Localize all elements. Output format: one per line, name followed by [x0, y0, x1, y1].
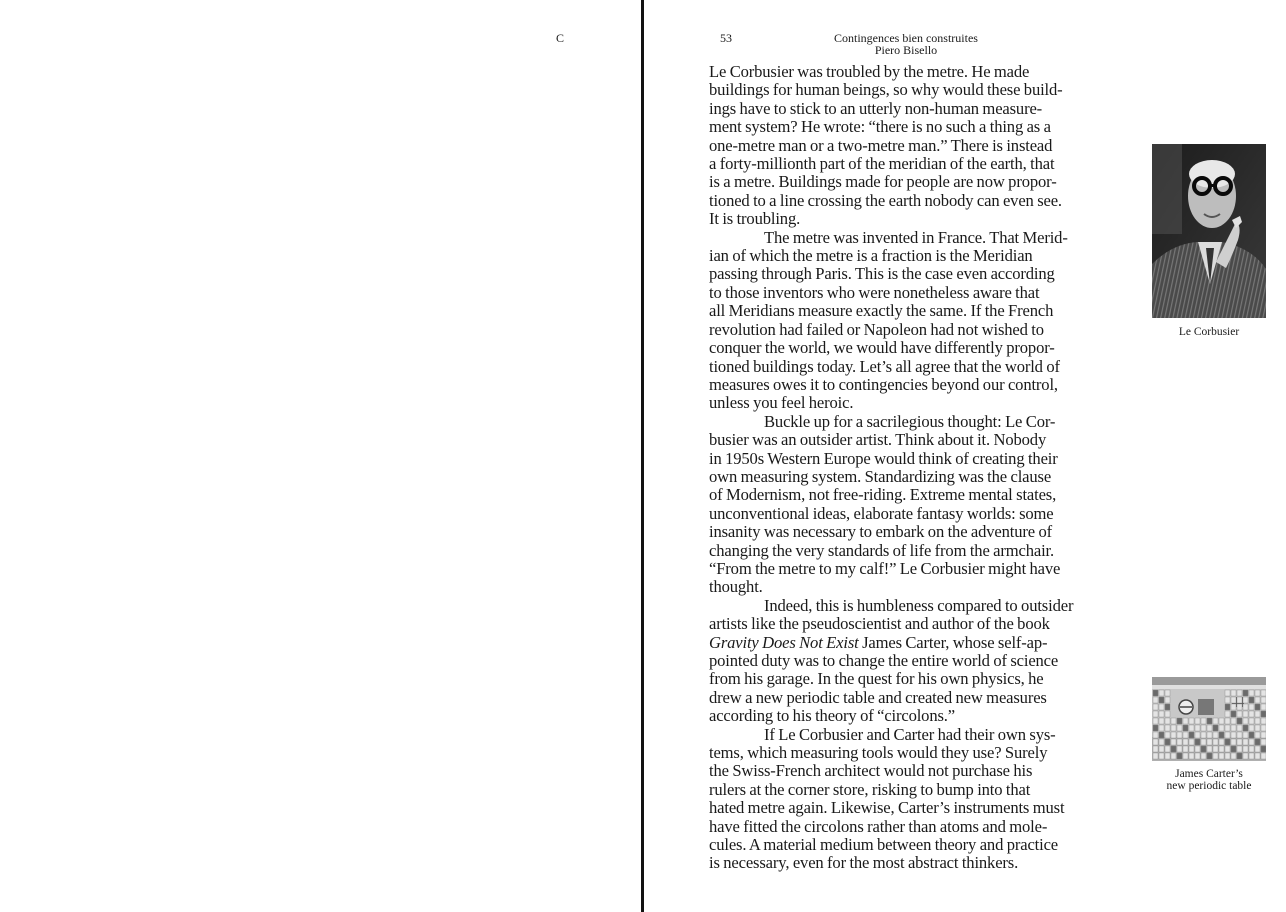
text-line: artists like the pseudoscientist and author of the book [709, 614, 1050, 634]
page-number: 53 [720, 31, 732, 45]
text-line: have fitted the circolons rather than atoms and mole- [709, 816, 1048, 836]
table-cell [1183, 753, 1188, 759]
table-cell [1225, 690, 1230, 696]
text-line: tioned buildings today. Let’s all agree that the world of [709, 356, 1060, 376]
text-line: hated metre again. Likewise, Carter’s instruments must [709, 798, 1065, 818]
table-cell [1201, 746, 1206, 752]
text-line: a forty-millionth part of the meridian of the earth, that [709, 154, 1055, 174]
table-cell [1243, 739, 1248, 745]
table-cell [1153, 718, 1158, 724]
table-cell [1207, 739, 1212, 745]
text-after-title: James Carter, whose self-ap- [858, 632, 1048, 652]
portrait-caption: Le Corbusier [1178, 326, 1240, 338]
article-body [709, 63, 1149, 873]
table-cell [1201, 732, 1206, 738]
table-cell [1213, 739, 1218, 745]
table-cell [1195, 725, 1200, 731]
table-cell [1237, 746, 1242, 752]
table-cell [1207, 718, 1212, 724]
table-cell [1243, 711, 1248, 717]
table-cell [1243, 718, 1248, 724]
paragraph-1 [709, 63, 1149, 229]
text-line: The metre was invented in France. That Merid- [764, 227, 1068, 247]
table-cell [1225, 739, 1230, 745]
text-line: in 1950s Western Europe would think of creating their [709, 448, 1058, 468]
table-cell [1177, 725, 1182, 731]
table-cell [1237, 704, 1242, 710]
table-cell [1201, 753, 1206, 759]
table-cell [1255, 690, 1260, 696]
table-cell [1243, 725, 1248, 731]
table-cell [1219, 718, 1224, 724]
caption-line-1: James Carter’s [1175, 768, 1243, 780]
table-cell [1195, 718, 1200, 724]
text-line: It is troubling. [709, 209, 801, 229]
table-cell [1165, 697, 1170, 703]
table-cell [1165, 739, 1170, 745]
text-line: ian of which the metre is a fraction is the Meridian [709, 246, 1033, 266]
paragraph-4 [709, 597, 1149, 726]
table-cell [1249, 711, 1254, 717]
text-line: If Le Corbusier and Carter had their own sys- [764, 724, 1056, 744]
table-cell [1261, 711, 1266, 717]
table-cell [1243, 746, 1248, 752]
table-cell [1219, 725, 1224, 731]
table-cell [1237, 725, 1242, 731]
paragraph-3 [709, 413, 1149, 597]
table-cell [1165, 690, 1170, 696]
table-cell [1201, 739, 1206, 745]
table-cell [1201, 718, 1206, 724]
table-cell [1249, 732, 1254, 738]
running-author: Piero Bisello [874, 43, 938, 57]
table-cell [1159, 753, 1164, 759]
table-cell [1153, 739, 1158, 745]
text-line: “From the metre to my calf!” Le Corbusier might have [709, 558, 1061, 578]
table-cell [1261, 704, 1266, 710]
table-cell [1255, 718, 1260, 724]
table-cell [1261, 690, 1266, 696]
table-cell [1225, 704, 1230, 710]
table-cell [1255, 697, 1260, 703]
table-cell [1201, 725, 1206, 731]
table-cell [1153, 746, 1158, 752]
table-cell [1237, 732, 1242, 738]
table-cell [1207, 725, 1212, 731]
text-line: tioned to a line crossing the earth nobody can even see. [709, 190, 1062, 210]
running-title: Contingences bien construites [834, 31, 978, 45]
table-cell [1219, 753, 1224, 759]
table-cell [1231, 753, 1236, 759]
table-cell [1177, 732, 1182, 738]
table-cell [1231, 746, 1236, 752]
text-line-with-book-title [709, 634, 1149, 652]
table-cell [1249, 704, 1254, 710]
text-line: changing the very standards of life from the armchair. [709, 540, 1054, 560]
text-line: passing through Paris. This is the case even according [709, 264, 1055, 284]
table-cell [1165, 732, 1170, 738]
text-line: measures owes it to contingencies beyond our control, [709, 374, 1058, 394]
table-cell [1153, 690, 1158, 696]
table-cell [1171, 753, 1176, 759]
text-line: pointed duty was to change the entire world of science [709, 651, 1059, 670]
table-cell [1249, 697, 1254, 703]
table-cell [1249, 739, 1254, 745]
table-cell [1171, 739, 1176, 745]
table-cell [1207, 746, 1212, 752]
table-cell [1189, 718, 1194, 724]
table-cell [1213, 718, 1218, 724]
table-cell [1153, 725, 1158, 731]
text-line: ment system? He wrote: “there is no such a thing as a [709, 117, 1051, 137]
table-cell [1165, 725, 1170, 731]
table-cell [1165, 746, 1170, 752]
table-cell [1183, 732, 1188, 738]
table-cell [1261, 753, 1266, 759]
table-cell [1231, 704, 1236, 710]
table-cell [1225, 725, 1230, 731]
table-cell [1153, 697, 1158, 703]
text-line: Le Corbusier was troubled by the metre. He made [709, 62, 1030, 81]
table-cell [1159, 718, 1164, 724]
text-line: tems, which measuring tools would they use? Surely [709, 743, 1048, 763]
table-cell [1159, 697, 1164, 703]
table-cell [1219, 732, 1224, 738]
table-cell [1189, 739, 1194, 745]
text-line: from his garage. In the quest for his own physics, he [709, 669, 1044, 689]
table-cell [1195, 753, 1200, 759]
table-cell [1225, 711, 1230, 717]
text-line: cules. A material medium between theory and practice [709, 835, 1059, 855]
table-cell [1261, 725, 1266, 731]
text-line: buildings for human beings, so why would these build- [709, 80, 1063, 100]
caption-line-2: new periodic table [1166, 780, 1252, 792]
table-cell [1231, 739, 1236, 745]
table-cell [1255, 739, 1260, 745]
periodic-table-image [1152, 677, 1266, 761]
table-cell [1177, 746, 1182, 752]
table-cell [1165, 704, 1170, 710]
table-cell [1153, 704, 1158, 710]
table-cell [1171, 718, 1176, 724]
table-cell [1207, 753, 1212, 759]
table-cell [1165, 718, 1170, 724]
table-cell [1225, 697, 1230, 703]
le-corbusier-portrait-image [1152, 144, 1266, 318]
table-cell [1213, 732, 1218, 738]
table-cell [1177, 718, 1182, 724]
table-cell [1231, 732, 1236, 738]
table-cell [1231, 718, 1236, 724]
table-cell [1255, 746, 1260, 752]
table-cell [1225, 746, 1230, 752]
table-cell [1237, 739, 1242, 745]
table-cell [1249, 718, 1254, 724]
table-cell [1159, 746, 1164, 752]
table-cell [1231, 690, 1236, 696]
table-cell [1237, 711, 1242, 717]
table-cell [1237, 697, 1242, 703]
table-cell [1231, 697, 1236, 703]
table-cell [1171, 725, 1176, 731]
table-cell [1237, 753, 1242, 759]
table-cell [1183, 746, 1188, 752]
table-cell [1231, 711, 1236, 717]
table-cell [1189, 746, 1194, 752]
table-cell [1225, 732, 1230, 738]
table-cell [1249, 753, 1254, 759]
table-cell [1261, 739, 1266, 745]
text-line: insanity was necessary to embark on the adventure of [709, 522, 1053, 542]
table-cell [1249, 746, 1254, 752]
text-line: the Swiss-French architect would not purchase his [709, 761, 1033, 781]
text-line: rulers at the corner store, risking to bump into that [709, 779, 1031, 799]
table-cell [1159, 704, 1164, 710]
portrait-illustration [1152, 144, 1266, 318]
table-cell [1255, 732, 1260, 738]
table-cell [1225, 753, 1230, 759]
periodic-table-caption [1144, 768, 1274, 792]
text-line: is a metre. Buildings made for people are now propor- [709, 172, 1057, 192]
table-cell [1153, 753, 1158, 759]
text-line: is necessary, even for the most abstract thinkers. [709, 853, 1019, 873]
table-cell [1255, 753, 1260, 759]
table-cell [1159, 690, 1164, 696]
text-line: unless you feel heroic. [709, 393, 854, 413]
table-cell [1237, 718, 1242, 724]
table-cell [1243, 732, 1248, 738]
text-line: revolution had failed or Napoleon had not wished to [709, 319, 1044, 339]
table-cell [1171, 732, 1176, 738]
table-cell [1195, 746, 1200, 752]
table-cell [1159, 711, 1164, 717]
text-line: thought. [709, 577, 763, 597]
table-cell [1177, 753, 1182, 759]
table-cell [1243, 753, 1248, 759]
table-cell [1219, 746, 1224, 752]
table-cell [1195, 739, 1200, 745]
book-title: Gravity Does Not Exist [709, 632, 859, 652]
table-cell [1243, 697, 1248, 703]
paragraph-2 [709, 229, 1149, 413]
text-line: according to his theory of “circolons.” [709, 706, 956, 726]
table-cell [1153, 732, 1158, 738]
table-cell [1189, 753, 1194, 759]
left-page-letter: C [556, 31, 565, 45]
text-line: Indeed, this is humbleness compared to outsider [764, 595, 1074, 615]
table-cell [1261, 732, 1266, 738]
table-cell [1159, 725, 1164, 731]
table-cell [1243, 690, 1248, 696]
table-cell [1255, 704, 1260, 710]
text-line: ings have to stick to an utterly non-human measure- [709, 98, 1043, 118]
table-cell [1249, 690, 1254, 696]
table-cell [1231, 725, 1236, 731]
table-cell [1219, 739, 1224, 745]
text-line: busier was an outsider artist. Think about it. Nobody [709, 430, 1047, 450]
text-line: unconventional ideas, elaborate fantasy worlds: some [709, 503, 1054, 523]
table-cell [1213, 725, 1218, 731]
text-line: one-metre man or a two-metre man.” There is instead [709, 135, 1053, 155]
table-cell [1177, 739, 1182, 745]
periodic-table-illustration [1152, 677, 1266, 761]
table-cell [1207, 732, 1212, 738]
text-line: of Modernism, not free-riding. Extreme mental states, [709, 485, 1057, 505]
table-cell [1249, 725, 1254, 731]
text-line: conquer the world, we would have differently propor- [709, 338, 1055, 358]
left-page [0, 0, 641, 912]
table-cell [1153, 711, 1158, 717]
table-cell [1213, 746, 1218, 752]
table-cell [1225, 718, 1230, 724]
table-cell [1189, 725, 1194, 731]
table-cell [1261, 697, 1266, 703]
paragraph-5 [709, 726, 1149, 873]
table-cell [1171, 746, 1176, 752]
table-cell [1159, 732, 1164, 738]
table-cell [1183, 718, 1188, 724]
table-cell [1255, 711, 1260, 717]
table-cell [1159, 739, 1164, 745]
table-cell [1255, 725, 1260, 731]
text-line: own measuring system. Standardizing was the clause [709, 466, 1052, 486]
table-cell [1261, 746, 1266, 752]
table-cell [1195, 732, 1200, 738]
text-line: all Meridians measure exactly the same. If the French [709, 301, 1054, 321]
table-cell [1261, 718, 1266, 724]
table-cell [1183, 725, 1188, 731]
text-line: drew a new periodic table and created new measures [709, 687, 1047, 707]
table-cell [1165, 753, 1170, 759]
table-cell [1213, 753, 1218, 759]
table-cell [1237, 690, 1242, 696]
table-cell [1243, 704, 1248, 710]
text-line: Buckle up for a sacrilegious thought: Le Cor- [764, 411, 1056, 431]
table-cell [1165, 711, 1170, 717]
text-line: to those inventors who were nonetheless aware that [709, 282, 1040, 302]
table-cell [1183, 739, 1188, 745]
table-cell [1189, 732, 1194, 738]
